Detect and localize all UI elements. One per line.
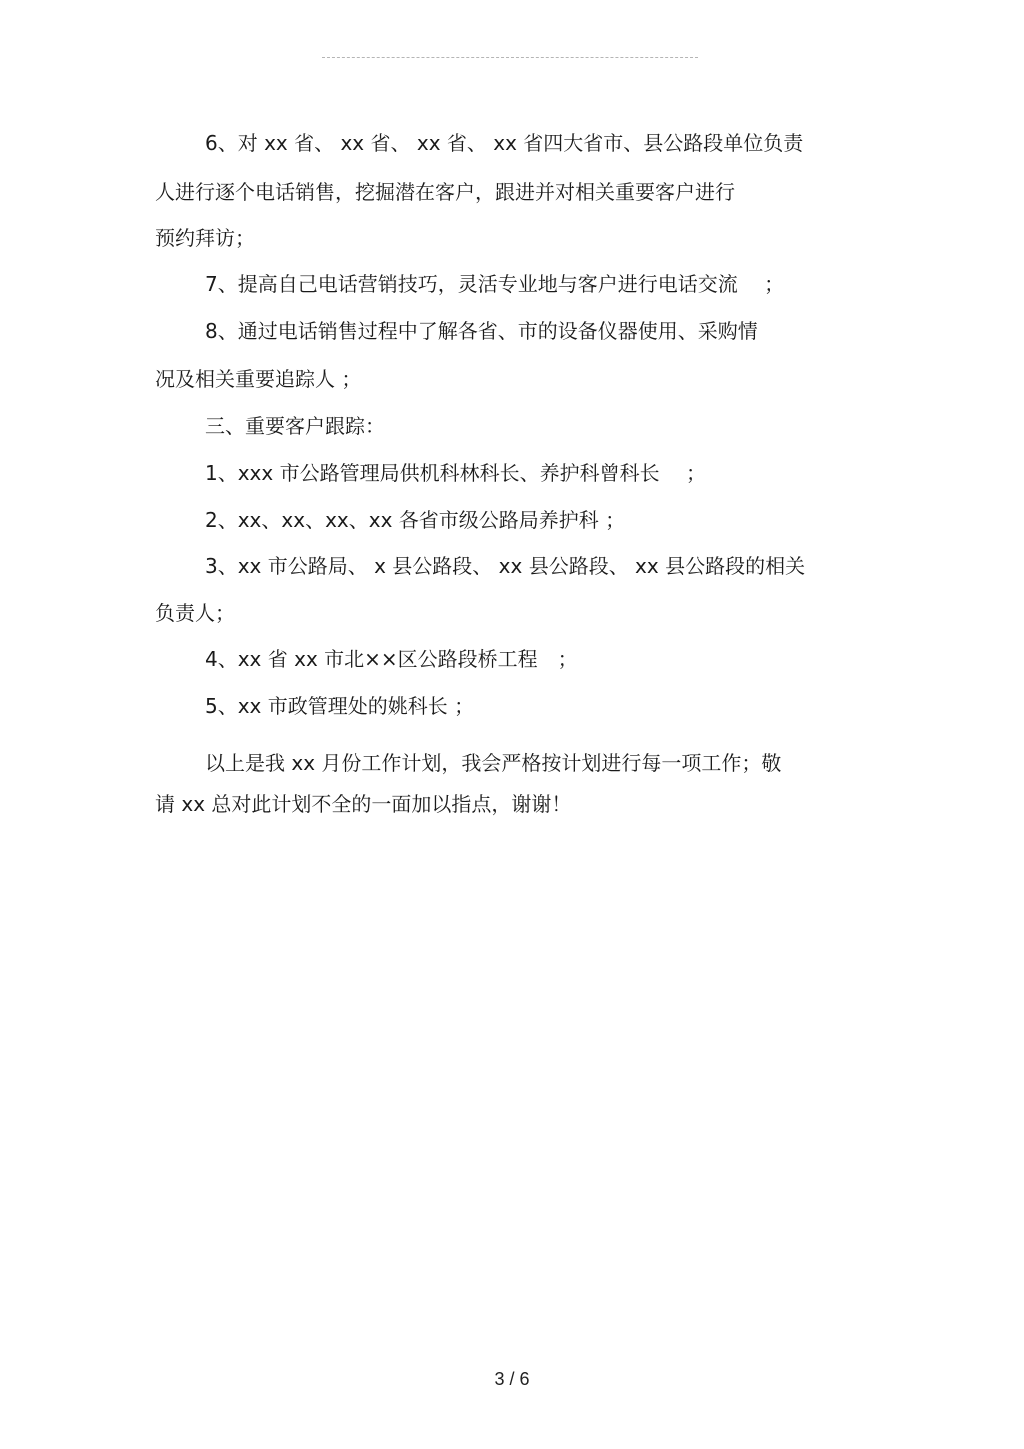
list-item-6-line-2: 人进行逐个电话销售，挖掘潜在客户，跟进并对相关重要客户进行	[155, 180, 735, 204]
client-item-3-line-2: 负责人；	[155, 601, 235, 625]
client-item-3-line-1: 3、xx 市公路局、 x 县公路段、 xx 县公路段、 xx 县公路段的相关	[205, 554, 806, 578]
list-item-6-line-3: 预约拜访；	[155, 226, 255, 250]
header-divider	[322, 57, 698, 58]
page-number: 3 / 6	[494, 1369, 530, 1389]
list-item-8-line-1: 8、通过电话销售过程中了解各省、市的设备仪器使用、采购情	[205, 319, 758, 343]
client-item-4: 4、xx 省 xx 市北××区公路段桥工程 ；	[205, 647, 578, 671]
list-item-8-line-2: 况及相关重要追踪人 ；	[155, 367, 362, 391]
closing-paragraph-line-1: 以上是我 xx 月份工作计划，我会严格按计划进行每一项工作；敬	[205, 751, 782, 775]
client-item-1: 1、xxx 市公路管理局供机科林科长、养护科曾科长 ；	[205, 461, 706, 485]
list-item-7: 7、提高自己电话营销技巧，灵活专业地与客户进行电话交流 ；	[205, 272, 785, 296]
section-heading: 三、重要客户跟踪：	[205, 414, 385, 438]
list-item-6-line-1: 6、对 xx 省、 xx 省、 xx 省、 xx 省四大省市、县公路段单位负责	[205, 131, 804, 155]
client-item-2: 2、xx、xx、xx、xx 各省市级公路局养护科 ；	[205, 508, 626, 532]
closing-paragraph-line-2: 请 xx 总对此计划不全的一面加以指点，谢谢！	[155, 792, 572, 816]
client-item-5: 5、xx 市政管理处的姚科长 ；	[205, 694, 475, 718]
